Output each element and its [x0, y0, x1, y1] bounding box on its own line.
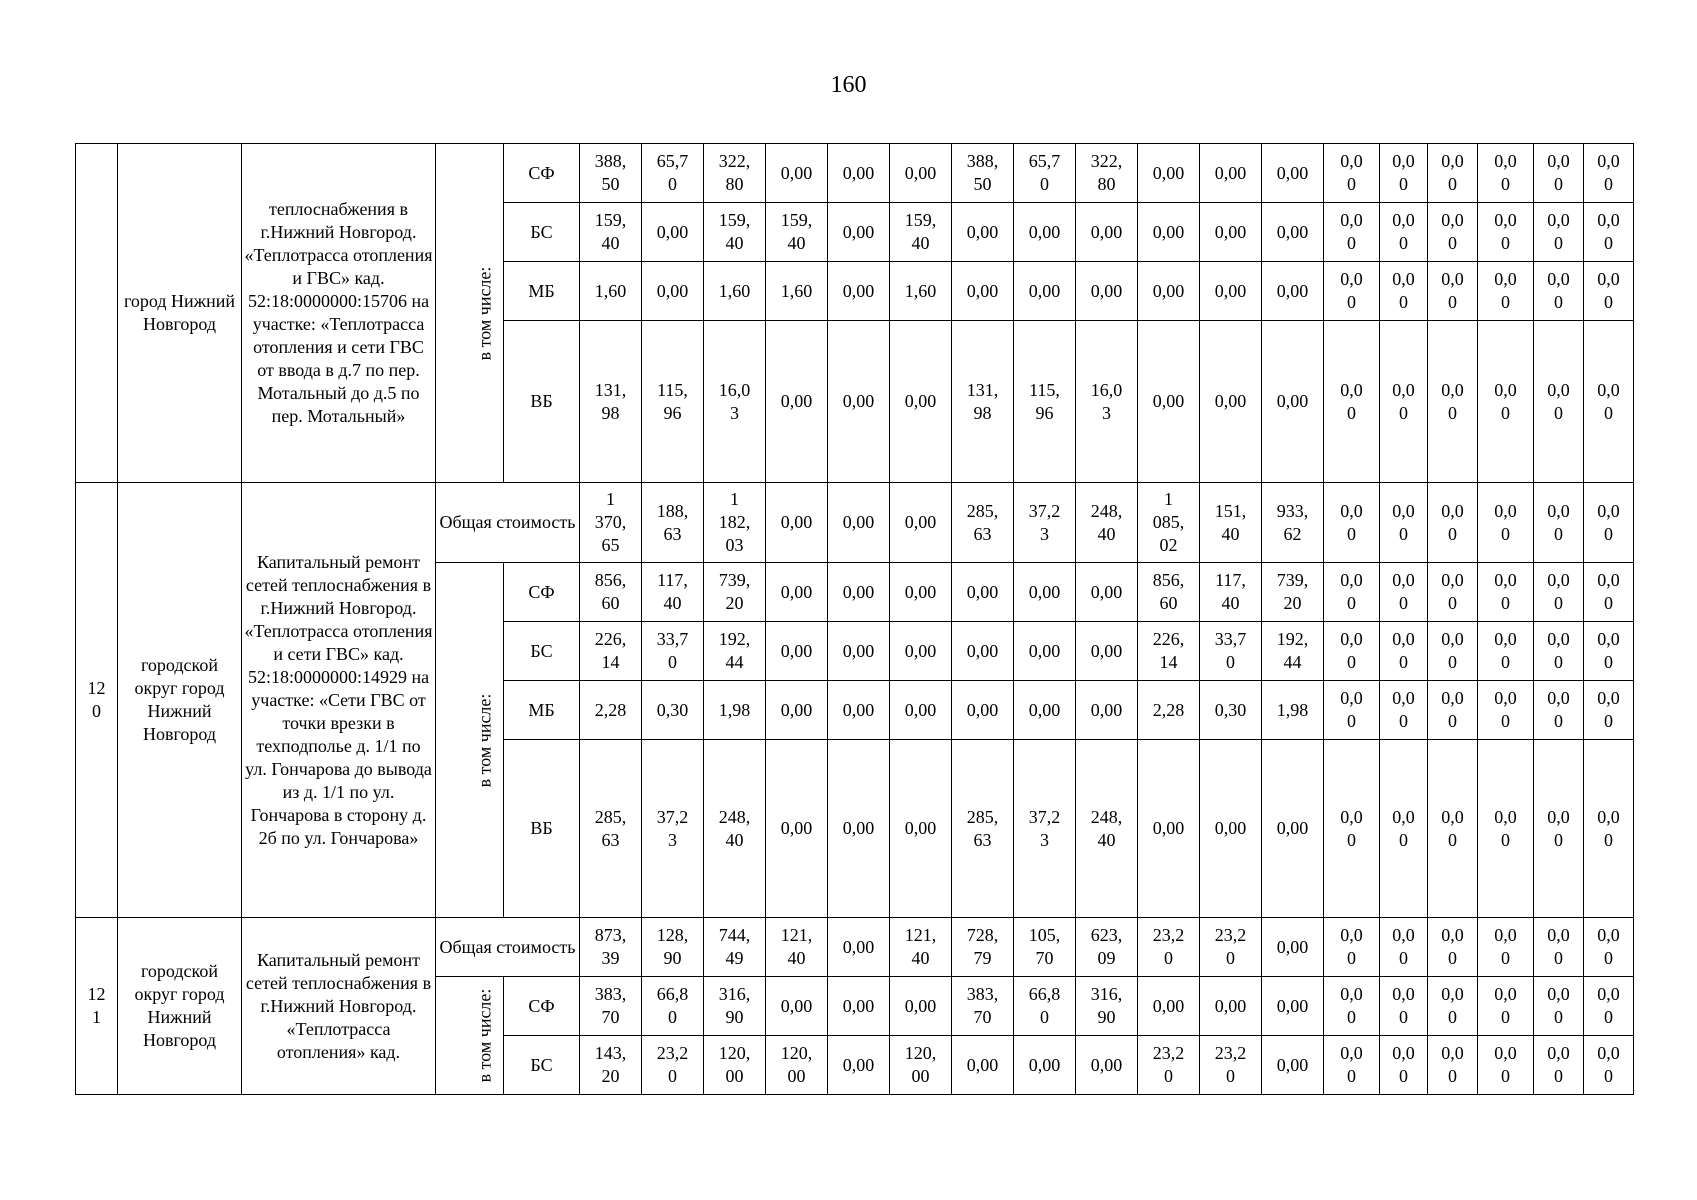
including-label-text: в том числе:: [474, 693, 495, 787]
value-cell: 159, 40: [580, 203, 642, 262]
value-cell: 0,0 0: [1380, 740, 1428, 918]
including-label: [436, 563, 504, 918]
value-cell: 0,0 0: [1428, 321, 1478, 483]
value-cell: 115, 96: [1014, 321, 1076, 483]
value-cell: 0,0 0: [1478, 144, 1534, 203]
value-cell: 933, 62: [1262, 483, 1324, 563]
value-cell: 0,0 0: [1380, 262, 1428, 321]
value-cell: 0,00: [828, 1036, 890, 1095]
value-cell: 0,0 0: [1324, 918, 1380, 977]
funding-source-label: ВБ: [504, 321, 580, 483]
value-cell: 0,00: [1138, 203, 1200, 262]
value-cell: 0,0 0: [1324, 681, 1380, 740]
value-cell: 0,0 0: [1584, 262, 1634, 321]
value-cell: 0,00: [952, 203, 1014, 262]
value-cell: 0,0 0: [1428, 977, 1478, 1036]
value-cell: 248, 40: [1076, 483, 1138, 563]
value-cell: 0,0 0: [1478, 1036, 1534, 1095]
value-cell: 33,7 0: [642, 622, 704, 681]
value-cell: 739, 20: [1262, 563, 1324, 622]
value-cell: 1,98: [1262, 681, 1324, 740]
value-cell: 316, 90: [1076, 977, 1138, 1036]
municipality-cell: город Нижний Новгород: [118, 144, 242, 483]
including-label: [436, 144, 504, 483]
value-cell: 0,0 0: [1428, 203, 1478, 262]
value-cell: 0,00: [1200, 321, 1262, 483]
value-cell: 0,0 0: [1380, 681, 1428, 740]
value-cell: 0,00: [828, 483, 890, 563]
value-cell: 151, 40: [1200, 483, 1262, 563]
value-cell: 0,00: [1014, 681, 1076, 740]
item-number: [76, 144, 118, 483]
value-cell: 105, 70: [1014, 918, 1076, 977]
value-cell: 285, 63: [952, 740, 1014, 918]
value-cell: 0,00: [766, 622, 828, 681]
value-cell: 121, 40: [890, 918, 952, 977]
value-cell: 1,98: [704, 681, 766, 740]
municipality-cell: городской округ город Нижний Новгород: [118, 483, 242, 918]
value-cell: 1 182, 03: [704, 483, 766, 563]
value-cell: 388, 50: [952, 144, 1014, 203]
municipality-cell: городской округ город Нижний Новгород: [118, 918, 242, 1095]
value-cell: 117, 40: [1200, 563, 1262, 622]
value-cell: 0,0 0: [1584, 977, 1634, 1036]
value-cell: 0,00: [1262, 262, 1324, 321]
value-cell: 0,00: [642, 203, 704, 262]
value-cell: 0,00: [1138, 144, 1200, 203]
value-cell: 37,2 3: [1014, 740, 1076, 918]
funding-source-label: БС: [504, 622, 580, 681]
value-cell: 0,00: [766, 321, 828, 483]
value-cell: 0,0 0: [1584, 740, 1634, 918]
value-cell: 744, 49: [704, 918, 766, 977]
value-cell: 131, 98: [580, 321, 642, 483]
value-cell: 23,2 0: [1138, 1036, 1200, 1095]
value-cell: 0,0 0: [1380, 203, 1428, 262]
value-cell: 159, 40: [766, 203, 828, 262]
value-cell: 0,0 0: [1534, 681, 1584, 740]
value-cell: 0,0 0: [1324, 740, 1380, 918]
value-cell: 0,00: [1014, 563, 1076, 622]
value-cell: 0,30: [1200, 681, 1262, 740]
value-cell: 383, 70: [580, 977, 642, 1036]
value-cell: 120, 00: [704, 1036, 766, 1095]
value-cell: 0,00: [890, 483, 952, 563]
value-cell: 0,0 0: [1584, 203, 1634, 262]
value-cell: 0,0 0: [1478, 681, 1534, 740]
value-cell: 0,00: [766, 681, 828, 740]
value-cell: 0,00: [1138, 977, 1200, 1036]
value-cell: 388, 50: [580, 144, 642, 203]
value-cell: 0,0 0: [1380, 1036, 1428, 1095]
total-label: Общая стоимость: [436, 483, 580, 563]
value-cell: 0,0 0: [1428, 918, 1478, 977]
value-cell: 248, 40: [704, 740, 766, 918]
value-cell: 1,60: [766, 262, 828, 321]
value-cell: 65,7 0: [642, 144, 704, 203]
value-cell: 0,00: [1014, 203, 1076, 262]
value-cell: 0,0 0: [1428, 262, 1478, 321]
value-cell: 0,0 0: [1534, 918, 1584, 977]
value-cell: 0,00: [890, 740, 952, 918]
funding-source-label: СФ: [504, 144, 580, 203]
value-cell: 0,00: [952, 563, 1014, 622]
value-cell: 226, 14: [580, 622, 642, 681]
value-cell: 248, 40: [1076, 740, 1138, 918]
value-cell: 739, 20: [704, 563, 766, 622]
including-label: [436, 977, 504, 1095]
value-cell: 0,00: [1262, 977, 1324, 1036]
value-cell: 0,0 0: [1478, 563, 1534, 622]
value-cell: 0,0 0: [1584, 1036, 1634, 1095]
value-cell: 0,00: [1262, 918, 1324, 977]
value-cell: 23,2 0: [1200, 918, 1262, 977]
funding-source-label: СФ: [504, 977, 580, 1036]
funding-source-label: БС: [504, 203, 580, 262]
value-cell: 0,0 0: [1428, 1036, 1478, 1095]
value-cell: 0,00: [1262, 1036, 1324, 1095]
value-cell: 16,0 3: [1076, 321, 1138, 483]
value-cell: 0,0 0: [1428, 144, 1478, 203]
value-cell: 0,0 0: [1380, 563, 1428, 622]
value-cell: 0,0 0: [1478, 483, 1534, 563]
value-cell: 0,0 0: [1380, 321, 1428, 483]
value-cell: 728, 79: [952, 918, 1014, 977]
value-cell: 0,00: [890, 681, 952, 740]
value-cell: 0,0 0: [1478, 262, 1534, 321]
value-cell: 0,00: [1138, 740, 1200, 918]
value-cell: 0,0 0: [1584, 622, 1634, 681]
value-cell: 0,0 0: [1380, 977, 1428, 1036]
value-cell: 0,0 0: [1428, 483, 1478, 563]
value-cell: 66,8 0: [1014, 977, 1076, 1036]
value-cell: 0,0 0: [1380, 144, 1428, 203]
value-cell: 0,00: [828, 203, 890, 262]
value-cell: 0,00: [1076, 1036, 1138, 1095]
value-cell: 0,00: [642, 262, 704, 321]
value-cell: 0,00: [1262, 203, 1324, 262]
description-cell: теплоснабжения в г.Нижний Новгород. «Теплотрасса отопления и ГВС» кад. 52:18:0000000:15706 на участке: «Теплотрасса отопления и сети ГВС от ввода в д.7 по пер. Мотальный до д.5 по пер. Мотальный»: [242, 144, 436, 483]
value-cell: 37,2 3: [642, 740, 704, 918]
value-cell: 120, 00: [766, 1036, 828, 1095]
value-cell: 0,0 0: [1534, 977, 1584, 1036]
value-cell: 0,00: [1200, 144, 1262, 203]
value-cell: 0,00: [1138, 321, 1200, 483]
value-cell: 0,00: [1076, 563, 1138, 622]
value-cell: 0,0 0: [1478, 740, 1534, 918]
value-cell: 0,00: [1138, 262, 1200, 321]
value-cell: 0,0 0: [1478, 977, 1534, 1036]
value-cell: 0,00: [952, 681, 1014, 740]
value-cell: 0,0 0: [1324, 977, 1380, 1036]
value-cell: 0,0 0: [1428, 740, 1478, 918]
table-row: [76, 483, 1634, 563]
value-cell: 0,00: [766, 483, 828, 563]
funding-source-label: СФ: [504, 563, 580, 622]
value-cell: 285, 63: [580, 740, 642, 918]
value-cell: 128, 90: [642, 918, 704, 977]
value-cell: 33,7 0: [1200, 622, 1262, 681]
value-cell: 0,00: [828, 262, 890, 321]
value-cell: 0,00: [890, 321, 952, 483]
value-cell: 0,0 0: [1534, 321, 1584, 483]
value-cell: 0,00: [1076, 203, 1138, 262]
value-cell: 159, 40: [890, 203, 952, 262]
value-cell: 0,00: [828, 977, 890, 1036]
including-label-text: в том числе:: [474, 266, 495, 360]
value-cell: 0,00: [1262, 321, 1324, 483]
value-cell: 143, 20: [580, 1036, 642, 1095]
value-cell: 0,0 0: [1534, 622, 1584, 681]
value-cell: 1,60: [580, 262, 642, 321]
value-cell: 0,0 0: [1584, 144, 1634, 203]
value-cell: 0,00: [1014, 622, 1076, 681]
value-cell: 0,0 0: [1534, 483, 1584, 563]
value-cell: 23,2 0: [1138, 918, 1200, 977]
value-cell: 0,00: [766, 563, 828, 622]
value-cell: 0,00: [1262, 144, 1324, 203]
value-cell: 0,00: [1262, 740, 1324, 918]
value-cell: 0,0 0: [1380, 918, 1428, 977]
value-cell: 856, 60: [580, 563, 642, 622]
value-cell: 0,00: [766, 144, 828, 203]
value-cell: 316, 90: [704, 977, 766, 1036]
value-cell: 0,00: [828, 144, 890, 203]
value-cell: 0,0 0: [1324, 321, 1380, 483]
value-cell: 37,2 3: [1014, 483, 1076, 563]
value-cell: 0,0 0: [1534, 144, 1584, 203]
value-cell: 0,0 0: [1534, 203, 1584, 262]
value-cell: 0,0 0: [1584, 563, 1634, 622]
value-cell: 0,0 0: [1380, 483, 1428, 563]
value-cell: 131, 98: [952, 321, 1014, 483]
value-cell: 65,7 0: [1014, 144, 1076, 203]
value-cell: 226, 14: [1138, 622, 1200, 681]
value-cell: 0,0 0: [1428, 681, 1478, 740]
value-cell: 0,0 0: [1324, 144, 1380, 203]
value-cell: 0,0 0: [1478, 622, 1534, 681]
table-row: [76, 144, 1634, 203]
value-cell: 322, 80: [704, 144, 766, 203]
value-cell: 159, 40: [704, 203, 766, 262]
value-cell: 0,0 0: [1324, 262, 1380, 321]
value-cell: 0,0 0: [1478, 203, 1534, 262]
value-cell: 1,60: [890, 262, 952, 321]
value-cell: 1 085, 02: [1138, 483, 1200, 563]
value-cell: 0,00: [952, 622, 1014, 681]
value-cell: 121, 40: [766, 918, 828, 977]
value-cell: 0,00: [766, 740, 828, 918]
description-cell: Капитальный ремонт сетей теплоснабжения в г.Нижний Новгород. «Теплотрасса отопления и сети ГВС» кад. 52:18:0000000:14929 на участке: «Сети ГВС от точки врезки в техподполье д. 1/1 по ул. Гончарова до вывода из д. 1/1 по ул. Гончарова в сторону д. 2б по ул. Гончарова»: [242, 483, 436, 918]
value-cell: 0,00: [828, 918, 890, 977]
value-cell: 856, 60: [1138, 563, 1200, 622]
funding-source-label: МБ: [504, 262, 580, 321]
value-cell: 873, 39: [580, 918, 642, 977]
value-cell: 0,00: [1200, 977, 1262, 1036]
value-cell: 0,0 0: [1324, 483, 1380, 563]
value-cell: 0,00: [890, 977, 952, 1036]
value-cell: 0,00: [890, 563, 952, 622]
value-cell: 0,00: [1076, 681, 1138, 740]
value-cell: 0,30: [642, 681, 704, 740]
value-cell: 0,00: [828, 321, 890, 483]
value-cell: 0,0 0: [1534, 262, 1584, 321]
value-cell: 0,00: [1200, 740, 1262, 918]
value-cell: 0,00: [766, 977, 828, 1036]
value-cell: 0,0 0: [1584, 918, 1634, 977]
value-cell: 0,0 0: [1478, 918, 1534, 977]
value-cell: 0,00: [1200, 203, 1262, 262]
funding-source-label: БС: [504, 1036, 580, 1095]
value-cell: 192, 44: [704, 622, 766, 681]
value-cell: 0,0 0: [1478, 321, 1534, 483]
value-cell: 0,00: [828, 681, 890, 740]
value-cell: 0,00: [1014, 262, 1076, 321]
item-number: 12 1: [76, 918, 118, 1095]
value-cell: 0,00: [890, 622, 952, 681]
value-cell: 0,0 0: [1534, 740, 1584, 918]
value-cell: 0,0 0: [1584, 681, 1634, 740]
value-cell: 188, 63: [642, 483, 704, 563]
value-cell: 0,00: [890, 144, 952, 203]
value-cell: 0,00: [952, 1036, 1014, 1095]
value-cell: 0,00: [828, 563, 890, 622]
item-number: 12 0: [76, 483, 118, 918]
description-cell: Капитальный ремонт сетей теплоснабжения в г.Нижний Новгород. «Теплотрасса отопления» кад.: [242, 918, 436, 1095]
value-cell: 0,0 0: [1534, 563, 1584, 622]
value-cell: 383, 70: [952, 977, 1014, 1036]
value-cell: 117, 40: [642, 563, 704, 622]
value-cell: 0,00: [1200, 262, 1262, 321]
value-cell: 2,28: [1138, 681, 1200, 740]
budget-table: [75, 143, 1634, 1095]
value-cell: 0,00: [828, 740, 890, 918]
value-cell: 0,0 0: [1534, 1036, 1584, 1095]
value-cell: 1,60: [704, 262, 766, 321]
value-cell: 23,2 0: [642, 1036, 704, 1095]
table-body: [76, 144, 1634, 1095]
value-cell: 23,2 0: [1200, 1036, 1262, 1095]
funding-source-label: МБ: [504, 681, 580, 740]
value-cell: 0,0 0: [1428, 622, 1478, 681]
value-cell: 0,00: [828, 622, 890, 681]
value-cell: 120, 00: [890, 1036, 952, 1095]
value-cell: 0,0 0: [1324, 563, 1380, 622]
value-cell: 0,0 0: [1324, 1036, 1380, 1095]
total-label: Общая стоимость: [436, 918, 580, 977]
value-cell: 0,00: [1076, 622, 1138, 681]
value-cell: 0,00: [1014, 1036, 1076, 1095]
value-cell: 16,0 3: [704, 321, 766, 483]
value-cell: 192, 44: [1262, 622, 1324, 681]
value-cell: 2,28: [580, 681, 642, 740]
value-cell: 322, 80: [1076, 144, 1138, 203]
table-row: [76, 918, 1634, 977]
value-cell: 0,0 0: [1428, 563, 1478, 622]
funding-source-label: ВБ: [504, 740, 580, 918]
value-cell: 0,0 0: [1324, 203, 1380, 262]
value-cell: 1 370, 65: [580, 483, 642, 563]
value-cell: 66,8 0: [642, 977, 704, 1036]
value-cell: 0,00: [952, 262, 1014, 321]
value-cell: 0,00: [1076, 262, 1138, 321]
page-number: 160: [830, 72, 867, 98]
value-cell: 623, 09: [1076, 918, 1138, 977]
including-label-text: в том числе:: [474, 988, 495, 1083]
value-cell: 285, 63: [952, 483, 1014, 563]
value-cell: 0,0 0: [1380, 622, 1428, 681]
value-cell: 0,0 0: [1584, 321, 1634, 483]
value-cell: 115, 96: [642, 321, 704, 483]
value-cell: 0,0 0: [1584, 483, 1634, 563]
value-cell: 0,0 0: [1324, 622, 1380, 681]
